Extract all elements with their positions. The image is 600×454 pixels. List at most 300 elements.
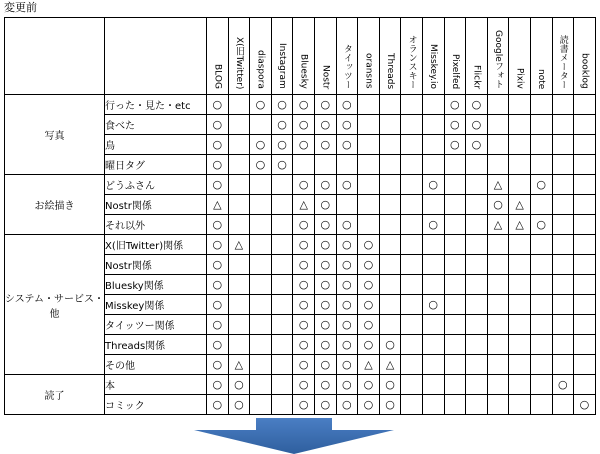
mark-cell: ○ [207,175,229,195]
mark-cell [552,255,574,275]
column-header-label: Nostr [320,64,331,89]
column-header-label: BLOG [212,64,223,89]
mark-cell [509,255,531,275]
mark-cell [401,235,423,255]
mark-cell [466,375,488,395]
mark-cell [552,235,574,255]
mark-cell: △ [509,215,531,235]
mark-cell [358,155,380,175]
mark-cell [271,255,293,275]
mark-cell [401,355,423,375]
mark-cell [574,115,596,135]
mark-cell [466,155,488,175]
column-header-label: note [536,68,547,89]
mark-cell [228,155,250,175]
mark-cell [228,95,250,115]
column-header [444,18,466,95]
mark-cell [509,135,531,155]
mark-cell: ○ [207,95,229,115]
mark-cell [358,135,380,155]
mark-cell [358,195,380,215]
mark-cell: ○ [271,95,293,115]
mark-cell: ○ [314,335,336,355]
mark-cell: ○ [336,135,358,155]
mark-cell [552,295,574,315]
mark-cell: ○ [314,135,336,155]
mark-cell: ○ [293,395,315,415]
mark-cell [574,335,596,355]
mark-cell [228,215,250,235]
topic-label: Nostr関係 [105,195,207,215]
column-header [530,18,552,95]
mark-cell: ○ [336,255,358,275]
group-label: 写真 [5,95,105,175]
mark-cell [401,375,423,395]
mark-cell [401,215,423,235]
mark-cell [530,315,552,335]
mark-cell: ○ [422,295,444,315]
column-header [509,18,531,95]
mark-cell: ○ [314,295,336,315]
mark-cell: ○ [207,335,229,355]
column-header [401,18,423,95]
column-header [250,18,272,95]
mark-cell: ○ [466,115,488,135]
mark-cell [358,95,380,115]
mark-cell [466,355,488,375]
mark-cell: ○ [487,195,509,215]
mark-cell [250,255,272,275]
mark-cell: ○ [293,215,315,235]
mark-cell: ○ [228,375,250,395]
topic-label: X(旧Twitter)関係 [105,235,207,255]
mark-cell [401,155,423,175]
mark-cell [487,135,509,155]
mark-cell [422,355,444,375]
mark-cell [422,335,444,355]
mark-cell [401,315,423,335]
mark-cell [401,275,423,295]
mark-cell [250,395,272,415]
mark-cell [574,95,596,115]
mark-cell: ○ [314,195,336,215]
mark-cell [401,295,423,315]
mark-cell: ○ [314,255,336,275]
mark-cell [509,335,531,355]
mark-cell: ○ [444,95,466,115]
mark-cell [509,115,531,135]
mark-cell [422,275,444,295]
mark-cell [271,295,293,315]
mark-cell: ○ [358,335,380,355]
mark-cell [552,95,574,115]
mark-cell: △ [207,195,229,215]
column-header [422,18,444,95]
mark-cell [228,275,250,295]
mark-cell [444,175,466,195]
mark-cell [487,315,509,335]
mark-cell: ○ [207,135,229,155]
column-header-label: oransns [363,53,374,89]
mark-cell [552,315,574,335]
mark-cell [336,195,358,215]
mark-cell [293,155,315,175]
mark-cell [401,95,423,115]
mark-cell: ○ [336,355,358,375]
mark-cell: ○ [207,155,229,175]
mark-cell [379,295,401,315]
mark-cell: ○ [314,315,336,335]
column-header-label: booklog [579,53,590,89]
mark-cell: ○ [293,235,315,255]
mark-cell [466,235,488,255]
mark-cell [250,235,272,255]
mark-cell: ○ [379,395,401,415]
mark-cell [250,355,272,375]
mark-cell [250,375,272,395]
column-header [574,18,596,95]
column-header-label: Threads [385,52,396,89]
mark-cell: ○ [336,335,358,355]
mark-cell [487,355,509,375]
mark-cell [379,175,401,195]
mark-cell: ○ [314,115,336,135]
mark-cell [552,175,574,195]
mark-cell: ○ [250,135,272,155]
mark-cell [552,275,574,295]
mark-cell [401,115,423,135]
mark-cell [487,155,509,175]
mark-cell [379,195,401,215]
mark-cell [379,275,401,295]
mark-cell [509,395,531,415]
mark-cell [552,395,574,415]
mark-cell [509,175,531,195]
mark-cell: ○ [207,315,229,335]
mark-cell [574,295,596,315]
heading: 変更前 [4,1,37,14]
column-header-label: Pixiv [514,68,525,89]
mark-cell: ○ [358,395,380,415]
mark-cell [250,275,272,295]
column-header-label: 読書メーター [557,35,568,89]
mark-cell: △ [228,355,250,375]
mark-cell [314,155,336,175]
mark-cell: ○ [293,355,315,375]
mark-cell [271,395,293,415]
mark-cell [509,355,531,375]
mark-cell: ○ [336,235,358,255]
mark-cell [228,315,250,335]
table-row [5,175,596,195]
mark-cell [509,155,531,175]
mark-cell [552,195,574,215]
mark-cell [530,95,552,115]
topic-label: Bluesky関係 [105,275,207,295]
mark-cell [466,175,488,195]
mark-cell: ○ [314,175,336,195]
column-header [271,18,293,95]
mark-cell [530,295,552,315]
mark-cell [228,115,250,135]
mark-cell [509,95,531,115]
mark-cell [401,135,423,155]
mark-cell: ○ [336,115,358,135]
mark-cell: ○ [293,315,315,335]
mark-cell: ○ [358,255,380,275]
mark-cell: ○ [228,395,250,415]
mark-cell [250,295,272,315]
mark-cell: ○ [293,335,315,355]
column-header-label: タイッツー [341,44,352,89]
mark-cell [250,115,272,135]
mark-cell: ○ [314,215,336,235]
mark-cell: ○ [293,275,315,295]
mark-cell: ○ [552,375,574,395]
column-header [314,18,336,95]
topic-label: その他 [105,355,207,375]
mark-cell [530,235,552,255]
mark-cell [379,155,401,175]
mark-cell [552,335,574,355]
mark-cell [466,335,488,355]
topic-label: どうふさん [105,175,207,195]
mark-cell [530,195,552,215]
mark-cell [271,175,293,195]
mark-cell [530,255,552,275]
topic-label: 本 [105,375,207,395]
mark-cell [574,235,596,255]
mark-cell [379,255,401,275]
mark-cell [552,155,574,175]
mark-cell [250,195,272,215]
mark-cell: ○ [336,395,358,415]
mark-cell: ○ [207,375,229,395]
mark-cell: ○ [336,295,358,315]
mark-cell [271,355,293,375]
column-header [466,18,488,95]
mark-cell [466,315,488,335]
mark-cell: ○ [293,95,315,115]
mark-cell: ○ [444,115,466,135]
mark-cell [271,275,293,295]
mark-cell [444,335,466,355]
mark-cell [444,375,466,395]
mark-cell [444,395,466,415]
mark-cell [552,135,574,155]
mark-cell [487,395,509,415]
mark-cell [444,355,466,375]
mark-cell [487,275,509,295]
column-header [228,18,250,95]
mark-cell: ○ [314,355,336,375]
mark-cell: △ [358,355,380,375]
topic-label: Nostr関係 [105,255,207,275]
column-header-label: オランスキー [406,35,417,89]
mark-cell [271,315,293,335]
mark-cell [358,175,380,195]
mark-cell: ○ [314,395,336,415]
mark-cell [358,215,380,235]
mark-cell [422,95,444,115]
mark-cell [487,335,509,355]
mark-cell [250,315,272,335]
mark-cell: ○ [250,155,272,175]
mark-cell [444,235,466,255]
mark-cell: ○ [466,135,488,155]
topic-label: 行った・見た・etc [105,95,207,115]
mark-cell [466,295,488,315]
mark-cell [336,155,358,175]
topic-label: それ以外 [105,215,207,235]
mark-cell: ○ [314,275,336,295]
mark-cell [530,395,552,415]
mark-cell [444,215,466,235]
mark-cell [401,335,423,355]
column-header-label: Bluesky [298,54,309,89]
column-header [358,18,380,95]
mark-cell: ○ [358,275,380,295]
mark-cell [228,175,250,195]
mark-cell [574,195,596,215]
mark-cell: ○ [336,95,358,115]
mark-cell [271,215,293,235]
mark-cell: ○ [358,315,380,335]
down-arrow-icon [194,418,394,454]
mark-cell [422,315,444,335]
mark-cell [271,335,293,355]
mark-cell [379,235,401,255]
mark-cell [530,135,552,155]
mark-cell: ○ [314,235,336,255]
mark-cell [466,395,488,415]
mark-cell [379,95,401,115]
mark-cell [574,175,596,195]
mark-cell [422,395,444,415]
mark-cell: ○ [207,235,229,255]
mark-cell [574,255,596,275]
mark-cell: ○ [466,95,488,115]
mark-cell [552,215,574,235]
mark-cell [228,295,250,315]
mark-cell: ○ [271,155,293,175]
mark-cell: ○ [336,275,358,295]
mark-cell: ○ [207,215,229,235]
column-header [293,18,315,95]
mark-cell: ○ [358,235,380,255]
mark-cell [379,115,401,135]
mark-cell [250,215,272,235]
posting-matrix-table [4,17,596,415]
mark-cell [530,115,552,135]
mark-cell [530,275,552,295]
topic-label: 曜日タグ [105,155,207,175]
mark-cell [379,315,401,335]
mark-cell [509,235,531,255]
mark-cell [574,355,596,375]
column-header-label: Pixelfed [449,53,460,89]
mark-cell: ○ [293,255,315,275]
mark-cell [271,375,293,395]
topic-label: コミック [105,395,207,415]
mark-cell [530,155,552,175]
topic-label: 食べた [105,115,207,135]
mark-cell [509,375,531,395]
mark-cell [444,255,466,275]
mark-cell [422,255,444,275]
mark-cell: △ [379,355,401,375]
mark-cell: ○ [379,375,401,395]
mark-cell [487,115,509,135]
mark-cell: ○ [336,375,358,395]
mark-cell [444,295,466,315]
mark-cell [250,335,272,355]
mark-cell: ○ [574,395,596,415]
mark-cell [487,95,509,115]
column-header [336,18,358,95]
mark-cell: ○ [336,215,358,235]
group-label: システム・サービス・他 [5,235,105,375]
mark-cell [379,135,401,155]
mark-cell [422,235,444,255]
column-header [379,18,401,95]
mark-cell [422,135,444,155]
mark-cell: ○ [444,135,466,155]
mark-cell [444,195,466,215]
mark-cell [466,275,488,295]
table-row [5,375,596,395]
mark-cell: ○ [207,115,229,135]
mark-cell [552,115,574,135]
mark-cell [487,255,509,275]
mark-cell [401,395,423,415]
mark-cell [358,115,380,135]
topic-label: 鳥 [105,135,207,155]
mark-cell: ○ [207,295,229,315]
mark-cell [487,235,509,255]
mark-cell: ○ [293,175,315,195]
table-row [5,235,596,255]
mark-cell [444,155,466,175]
mark-cell [530,335,552,355]
mark-cell: ○ [422,175,444,195]
mark-cell: ○ [293,115,315,135]
mark-cell: △ [487,215,509,235]
mark-cell: ○ [314,95,336,115]
mark-cell: ○ [530,175,552,195]
mark-cell: ○ [358,375,380,395]
column-header-label: X(旧Twitter) [233,36,244,89]
mark-cell [271,195,293,215]
mark-cell [228,135,250,155]
column-header-label: Instagram [277,43,288,89]
header-row [5,18,596,95]
mark-cell: ○ [422,215,444,235]
mark-cell [228,255,250,275]
mark-cell: ○ [314,375,336,395]
mark-cell: ○ [293,295,315,315]
mark-cell [228,335,250,355]
mark-cell [552,355,574,375]
mark-cell [250,175,272,195]
column-header-label: Flickr [471,64,482,89]
mark-cell [422,375,444,395]
mark-cell: ○ [207,255,229,275]
mark-cell [422,195,444,215]
mark-cell [509,295,531,315]
topic-label: タイッツー関係 [105,315,207,335]
mark-cell [466,255,488,275]
